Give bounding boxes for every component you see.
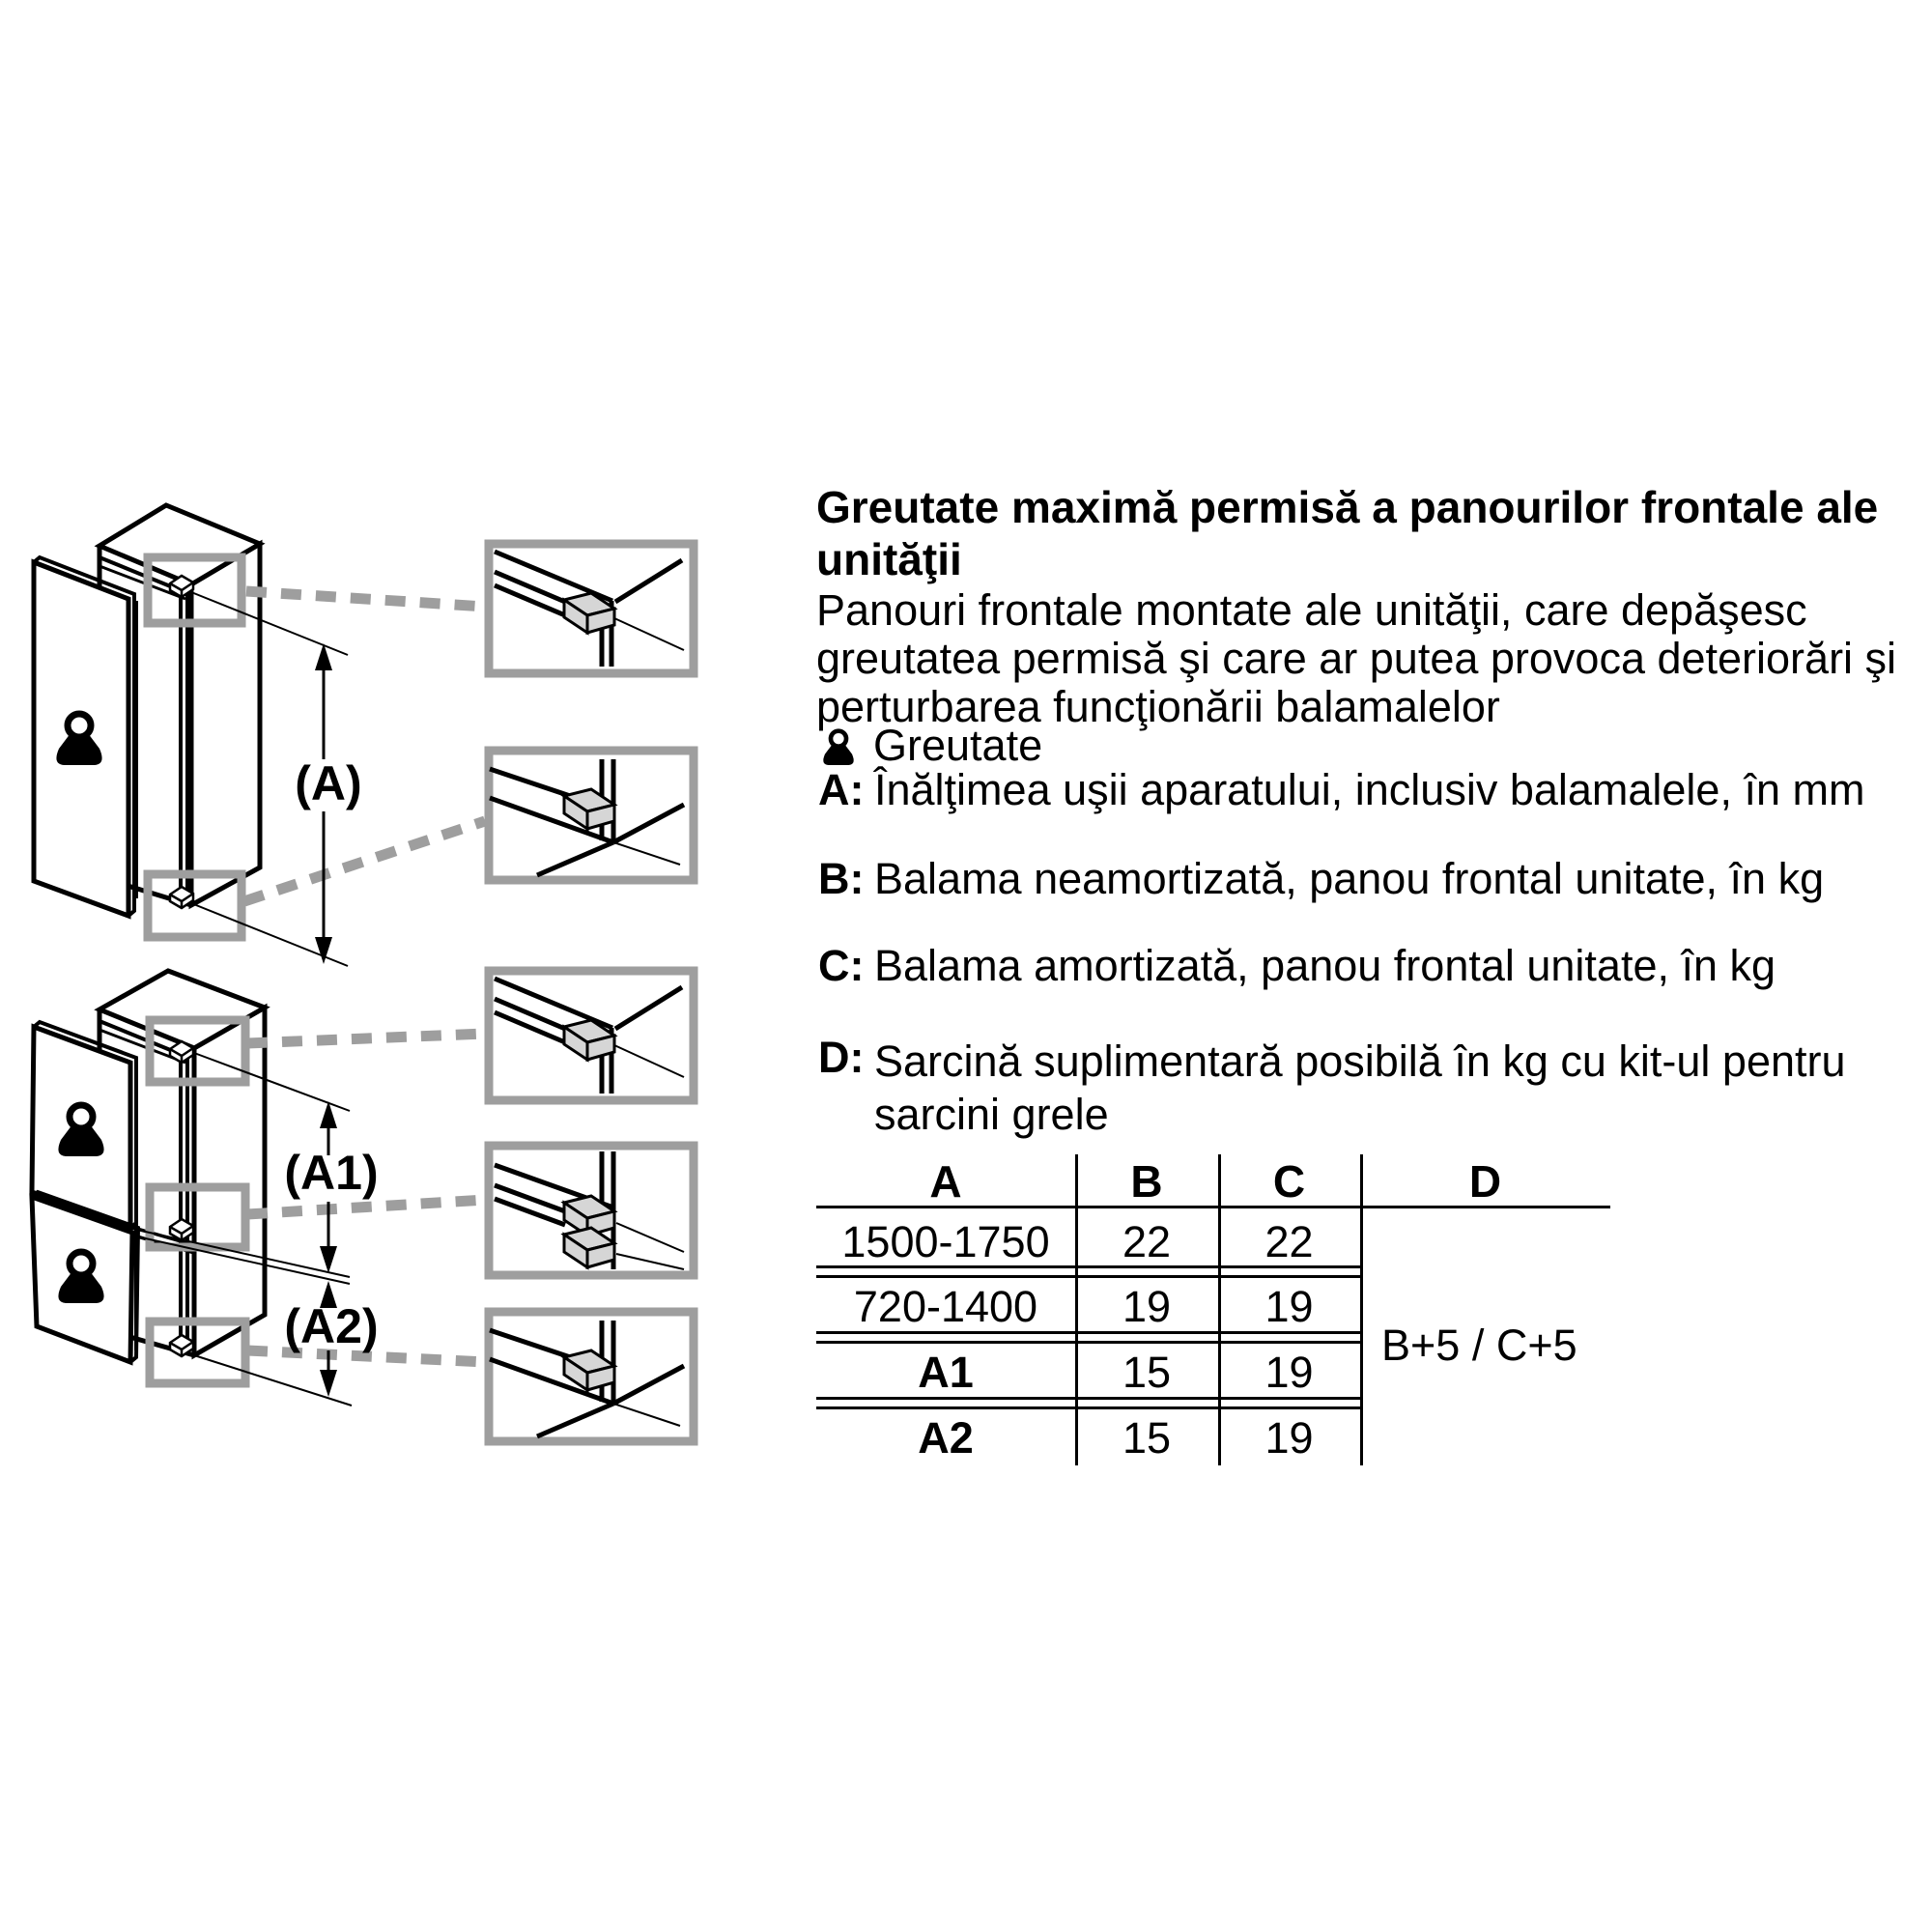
col-header-c: C xyxy=(1272,1156,1306,1207)
dimension-label-a2: (A2) xyxy=(284,1299,379,1353)
legend-text: Balama neamortizată, panou frontal unitate, în kg xyxy=(874,854,1825,903)
legend-key: B: xyxy=(818,854,865,903)
section-title xyxy=(816,481,1878,585)
legend-item-b xyxy=(818,856,1824,902)
load-table xyxy=(816,1150,1666,1473)
legend-weight xyxy=(819,723,1042,769)
legend-item-d xyxy=(818,1035,1846,1141)
table-cell: 19 xyxy=(1264,1348,1314,1397)
table-cell: 22 xyxy=(1122,1217,1172,1266)
weight-icon xyxy=(819,723,858,769)
section-title-line1: Greutate maximă permisă a panourilor frontale ale xyxy=(816,482,1879,532)
intro-line: perturbarea funcţionării balamalelor xyxy=(816,682,1500,731)
table-rule xyxy=(816,1406,1360,1409)
col-header-a: A xyxy=(929,1156,962,1207)
legend-key: A: xyxy=(818,765,865,814)
section-title-line2: unităţii xyxy=(816,534,962,584)
table-cell: A2 xyxy=(918,1413,974,1463)
table-cell-d-merged: B+5 / C+5 xyxy=(1381,1321,1577,1370)
table-cell: 19 xyxy=(1264,1413,1314,1463)
table-cell: 19 xyxy=(1122,1282,1172,1331)
legend-key: D: xyxy=(818,1033,865,1082)
table-cell: 22 xyxy=(1264,1217,1314,1266)
dimension-label-a: (A) xyxy=(295,756,362,810)
legend-key: C: xyxy=(818,941,865,990)
table-cell: 1500-1750 xyxy=(841,1217,1050,1266)
legend-weight-label: Greutate xyxy=(873,721,1043,770)
legend-item-a xyxy=(818,767,1864,813)
table-cell: 19 xyxy=(1264,1282,1314,1331)
table-cell: 15 xyxy=(1122,1348,1172,1397)
legend-text-line1: Sarcină suplimentară posibilă în kg cu kit-ul pentru xyxy=(874,1037,1846,1086)
legend-text: Balama amortizată, panou frontal unitate, în kg xyxy=(874,941,1776,990)
col-header-d: D xyxy=(1468,1156,1502,1207)
table-cell: 15 xyxy=(1122,1413,1172,1463)
legend-item-c xyxy=(818,943,1776,989)
legend-text: Înălţimea uşii aparatului, inclusiv balamalele, în mm xyxy=(874,765,1865,814)
hinge-detail-double xyxy=(489,1146,694,1275)
dashed-connectors-u1 xyxy=(244,591,485,901)
intro-line: Panouri frontale montate ale unităţii, care depăşesc xyxy=(816,585,1807,635)
table-rule xyxy=(816,1275,1360,1278)
installation-diagram xyxy=(0,0,715,1507)
col-header-b: B xyxy=(1130,1156,1163,1207)
table-cell: A1 xyxy=(918,1348,974,1397)
door-panel xyxy=(34,557,134,916)
intro-paragraph xyxy=(816,586,1896,731)
table-rule xyxy=(816,1341,1360,1344)
intro-line: greutatea permisă şi care ar putea provoca deteriorări şi xyxy=(816,634,1897,683)
dimension-label-a1: (A1) xyxy=(284,1146,379,1200)
legend-text xyxy=(874,1035,1846,1141)
legend-text-line2: sarcini grele xyxy=(874,1090,1109,1139)
table-cell: 720-1400 xyxy=(853,1282,1038,1331)
